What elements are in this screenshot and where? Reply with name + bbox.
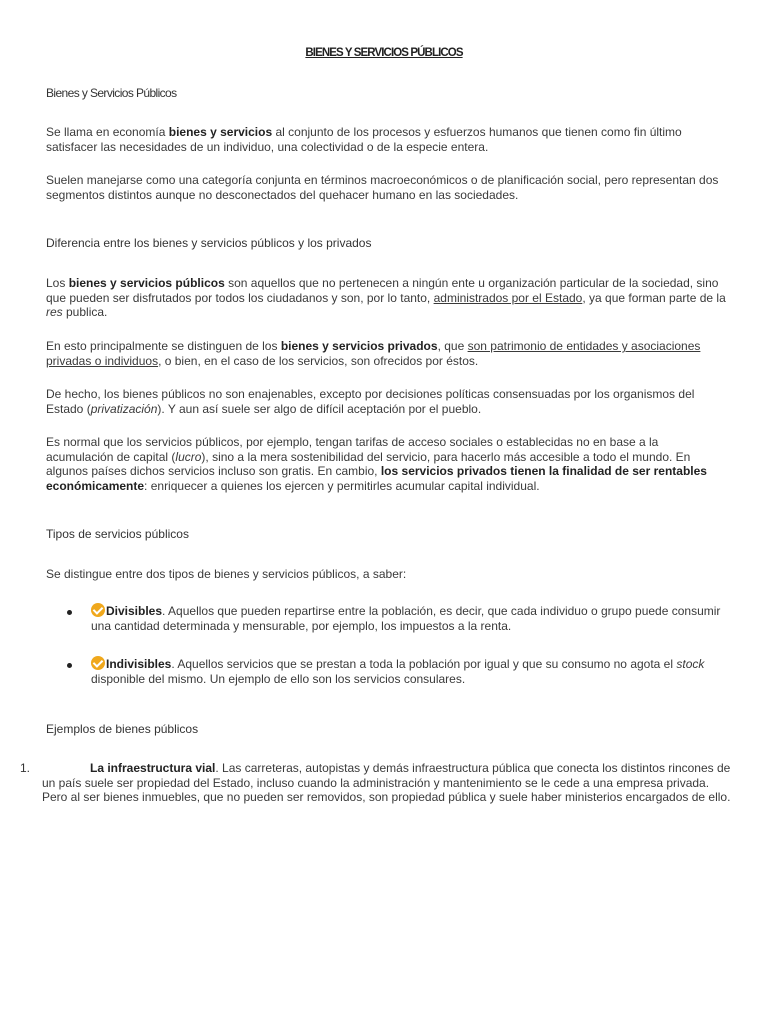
check-circle-icon bbox=[91, 603, 105, 617]
link-text[interactable]: administrados por el Estado bbox=[433, 290, 583, 305]
bold-term: bienes y servicios públicos bbox=[68, 276, 225, 290]
check-circle-icon bbox=[91, 656, 105, 670]
list-number: 1. bbox=[20, 761, 31, 775]
document-title: BIENES Y SERVICIOS PÚBLICOS bbox=[305, 47, 463, 59]
subtitle: Bienes y Servicios Públicos bbox=[46, 86, 177, 100]
section-heading-diferencia: Diferencia entre los bienes y servicios públicos y los privados bbox=[46, 236, 372, 250]
section-heading-ejemplos: Ejemplos de bienes públicos bbox=[46, 722, 199, 736]
bullet-dot bbox=[67, 610, 72, 615]
list-item-divisibles: Divisibles. Aquellos que pueden repartirse entre la población, es decir, que cada individuo o grupo puede consumir una cantidad determinada y mensurable, por ejemplo, los impuestos a la renta. bbox=[91, 604, 721, 633]
paragraph-tarifas: Es normal que los servicios públicos, por ejemplo, tengan tarifas de acceso sociales o establecidas no en base a la acumulación de capital (lucro), sino a la mera sostenibilidad del servicio, para hacerlo más accesible a todo el mundo. En algunos países dichos servicios incluso son gratis. En cambio, los servicios privados tienen la finalidad de ser rentables económicamente: enriquecer a quienes los ejercen y permitirles acumular capital individual. bbox=[46, 435, 707, 493]
bold-term: bienes y servicios bbox=[168, 125, 273, 139]
intro-paragraph-2: Suelen manejarse como una categoría conjunta en términos macroeconómicos o de planificación social, pero representan dos segmentos distintos aunque no desconectados del quehacer humano en las sociedades. bbox=[46, 173, 719, 202]
link-text[interactable]: son patrimonio de entidades y asociaciones privadas o individuos bbox=[46, 339, 701, 368]
bold-term: los servicios privados tienen la finalidad de ser rentables económicamente bbox=[46, 464, 707, 493]
list-item-indivisibles: Indivisibles. Aquellos servicios que se prestan a toda la población por igual y que su consumo no agota el stock disponible del mismo. Un ejemplo de ello son los servicios consulares. bbox=[91, 657, 705, 686]
paragraph-enajenables: De hecho, los bienes públicos no son enajenables, excepto por decisiones políticas consensuadas por los organismos del Estado (privatización). Y aun así suele ser algo de difícil aceptación por el pueblo. bbox=[46, 387, 695, 416]
bold-term: La infraestructura vial bbox=[90, 761, 216, 775]
bold-term: Indivisibles bbox=[106, 657, 172, 671]
paragraph-privados: En esto principalmente se distinguen de los bienes y servicios privados, que son patrimonio de entidades y asociaciones privadas o individuos, o bien, en el caso de los servicios, son ofrecidos por éstos. bbox=[46, 339, 701, 368]
bold-term: Divisibles bbox=[106, 604, 163, 618]
intro-paragraph-1: Se llama en economía bienes y servicios al conjunto de los procesos y esfuerzos humanos que tienen como fin último satisfacer las necesidades de un individuo, una colectividad o de la especie entera. bbox=[46, 125, 682, 154]
bold-term: bienes y servicios privados bbox=[280, 339, 438, 353]
bullet-dot bbox=[67, 663, 72, 668]
tipos-intro: Se distingue entre dos tipos de bienes y servicios públicos, a saber: bbox=[46, 567, 407, 581]
section-heading-tipos: Tipos de servicios públicos bbox=[46, 527, 189, 541]
list-item-infraestructura: La infraestructura vial. Las carreteras, autopistas y demás infraestructura pública que conecta los distintos rincones de un país suele ser propiedad del Estado, incluso cuando la administración y mantenimiento se le cede a una empresa privada. Pero al ser bienes inmuebles, que no pueden ser removidos, son propiedad pública y suele haber ministerios encargados de ello. bbox=[42, 761, 731, 804]
paragraph-publicos: Los bienes y servicios públicos son aquellos que no pertenecen a ningún ente u organización particular de la sociedad, sino que pueden ser disfrutados por todos los ciudadanos y son, por lo tanto, administrados por el Estado, ya que forman parte de la res publica. bbox=[46, 276, 726, 319]
